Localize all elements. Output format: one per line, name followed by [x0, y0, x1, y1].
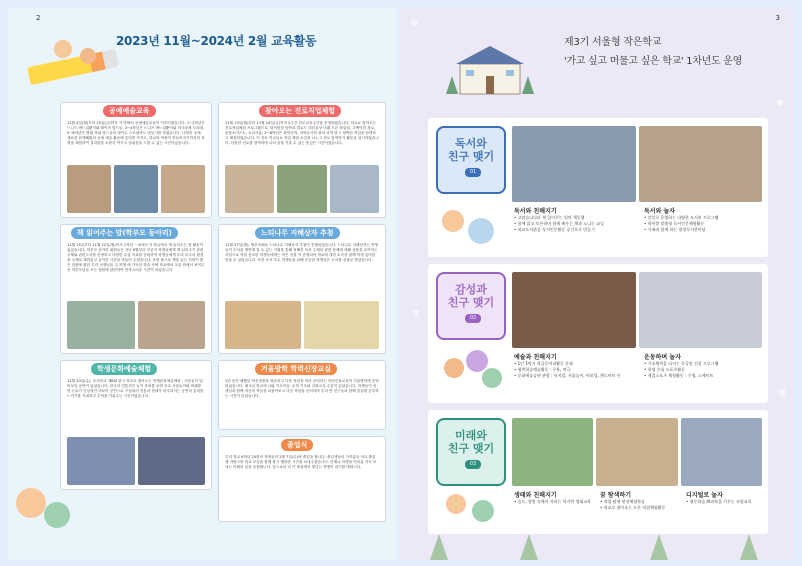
section-card: [60, 360, 212, 490]
item-bullets: • 기초체력을 다지는 동곡말 건강 프로그램 • 학생 중심 스포츠활동 • 계절스포츠 체험활동 : 수영, 스케이트: [644, 361, 762, 379]
children-illustration: [436, 196, 506, 250]
item-title: 예술과 친해지기: [514, 354, 557, 361]
page-title-line1: 제3기 서울형 작은학교: [564, 37, 662, 48]
photo: [277, 165, 326, 213]
section-card: [60, 102, 212, 218]
photo-row: [225, 165, 379, 213]
photo: [596, 418, 677, 486]
photo: [161, 165, 205, 213]
section-card: [60, 224, 212, 354]
snowflake-icon: ❄: [778, 388, 787, 399]
photo-row: [512, 126, 762, 202]
snowflake-icon: ❄: [412, 308, 421, 319]
badge-title: 미래와 친구 맺기: [447, 429, 495, 455]
tree-illustration: [520, 534, 538, 560]
section-heading: 느티나무 지혜상자 추첨: [255, 227, 340, 239]
photo-row: [225, 301, 379, 349]
panel-badge: [436, 126, 506, 194]
snowflake-icon: ❄: [776, 98, 785, 109]
item-bullets: • 알알로 운영하는 다양한 도서관 프로그램 • 학년별 맞춤형 독서인문체험활동 • 가족과 함께 하는 열정독서한마당: [644, 215, 762, 233]
photo: [225, 301, 301, 349]
photo: [67, 301, 135, 349]
photo: [225, 165, 274, 213]
photo-row: [512, 418, 762, 486]
tree-illustration: [430, 534, 448, 560]
section-heading: 졸업식: [281, 439, 313, 451]
child-illustration: [80, 48, 96, 64]
item-bullets: • 협동학습 AI과학을 키우는 코딩교육: [686, 499, 764, 505]
panel-badge: [436, 272, 506, 340]
child-illustration: [54, 40, 72, 58]
item-title: 꿈 탐색하기: [600, 492, 632, 499]
section-card: [218, 102, 386, 218]
photo: [138, 437, 206, 485]
badge-number: 03: [465, 460, 481, 469]
school-illustration: [442, 36, 538, 98]
section-text: 12월 4일(월)부터 15일(금)까지 각 반에서 공예예술교육이 이루어졌습니다. 1~2학년은 드니드 바느질뿐이와 레이즈 맛드들, 3~4학년은 드니즈 바느질뿐이와 미크라메 도리매, 5~6학년은 별림 하와 맛드들과 빛이수 스트링아트 만들기를 하였습니다. 다양한 공예 재료를 탐색해봤과 공예 예술 활동에 흥미를 가지고, 하나의 작품이 만들어지기까지의 과정을 체험하여 결과물을 소중히 여기고 성취감을 느낄 수 있는 시간이었습니다.: [67, 121, 205, 146]
photo: [304, 301, 380, 349]
left-page: [8, 8, 396, 560]
item-title: 생태와 친해지기: [514, 492, 557, 499]
photo: [114, 165, 158, 213]
section-text: 11월 15일부터 11월 22일(월)까지 1학년 ~ 6학년 각 학급에서 책 읽어주는 맘 활동이 있었습니다. 학부모 동아리 회원들은 지난 6월부터 꾸준히 학생들에게 책 읽어주기 관련 주제와 관련도서를 선정하고 다양한 수업 자료를 준비하여 학생들에게 우리 모두의 환경을 주제로 재미있고 유익한 시간을 만들어 주셨습니다. 또한 줌으로 책을 읽는 사람이 많은 한편에 원한 우리 선생님들 주 학생 에 가득찬 학습 속에 학교에서 교실 안에서 보여주신 학부모님들 모든 평원에 관련하여 만족스러운 시간이 되었습니다.: [67, 243, 205, 273]
section-heading: 찾아오는 진로직업체험: [259, 105, 341, 117]
item-bullets: • 1인 1악기 학급동아리활동 운영 • 협력학습예술활동 : 무용, 연극 • 문화예술공연 관람 : 뮤지컬, 서울놀이, 비보잉, 캔드아트 등: [514, 361, 642, 379]
item-bullets: • 숲드, 정원 속에서 자라는 학기반 생태교육: [514, 499, 594, 505]
photo-row: [67, 437, 205, 485]
section-card: [218, 224, 386, 354]
section-card: [218, 360, 386, 430]
section-heading: 공예예술교육: [103, 105, 156, 117]
item-bullets: • 고맙습니다라 책 읽어주는 엄마 책동행 • 함께 읽고 토론하며 함께 배우는 책과 노니는 교실 • 학교도서관을 독서인문활동 공간으로 만들기: [514, 215, 636, 233]
children-illustration: [436, 488, 506, 528]
child-illustration: [16, 488, 46, 518]
page-number: 2: [36, 14, 41, 22]
section-heading: 학생문화예술체험: [91, 363, 157, 375]
photo: [681, 418, 762, 486]
item-title: 운동하며 놀자: [644, 354, 681, 361]
program-panel: [428, 264, 768, 403]
pencil-illustration: [27, 49, 119, 85]
page-title-line2: '가고 싶고 머물고 싶은 학교' 1차년도 운영: [564, 56, 742, 67]
section-text: 우리 학교 6학년 20명의 학생들이 2월 7일(수)에 졸업을 합니다. 졸업생들의 가족분들 이나 졸업생 자랑스런 학교 모습을 함께 찾고 행복한 시간을 보내주셨습니다. 언제나 학생을 여러분 가득 보내는 미래의 꿈을 응원합니다. 앞으로의 더 큰 세상에서 빛나는 학생이 되기를 바랍니다.: [225, 455, 377, 470]
photo: [512, 418, 593, 486]
item-title: 독서와 친해지기: [514, 208, 557, 215]
photo: [67, 437, 135, 485]
page-title: 2023년 11월~2024년 2월 교육활동: [116, 34, 317, 48]
section-heading: 겨울방학 학력신장교실: [255, 363, 337, 375]
section-heading: 책 읽어주는 맘(학부모 동아리): [71, 227, 178, 239]
photo: [639, 126, 763, 202]
tree-illustration: [650, 534, 668, 560]
photo-row: [512, 272, 762, 348]
photo-row: [67, 165, 205, 213]
badge-number: 02: [465, 314, 481, 323]
badge-number: 01: [465, 168, 481, 177]
photo: [67, 165, 111, 213]
section-text: 12월 20일(수), 우리학교 제8회 한국 학교로 찾아오는 학생문화예술체험 - 서울놀이 및 비보잉 공연이 있었습니다. 한국의 전통적인 놀이 문화를 보며 우수 서울놀이와 미래를 만 군무가 인상적인 비보이 공연으로 구성되어 전통과 현대가 어우러지는 공연의 흥미를 느끼기를 기대하고 추억을 키워주는 시간이었습니다.: [67, 379, 204, 399]
panel-badge: [436, 418, 506, 486]
item-title: 독서와 놀자: [644, 208, 676, 215]
photo: [330, 165, 379, 213]
right-page: [400, 8, 794, 560]
photo: [512, 272, 636, 348]
section-text: 1년 동안 배웠던 학습내용을 복습하고 다음 학년을 미리 준비하는 학력신장교실이 겨울방학에 운영되었습니다. 매 5일 학교에 나와 기초학습, 수학 기초와 심화교실 수업이 있었습니다. 학생들이 선생님과 함께 자신의 학습을 되돌아보고 다음 학년을 준비하며 우리 반 친구들과 함께 즐겁게 공부하는 시간이 되었습니다.: [225, 379, 379, 399]
child-illustration: [44, 502, 70, 528]
section-card: [218, 436, 386, 522]
program-panel: [428, 118, 768, 257]
photo: [512, 126, 636, 202]
item-bullets: • 직업 탐색 현장체험학습 • 학교로 찾아오는 드론 직업체험활동: [600, 499, 680, 511]
children-illustration: [436, 342, 506, 396]
page-number: 3: [775, 14, 780, 22]
program-panel: [428, 410, 768, 534]
badge-title: 독서와 친구 맺기: [447, 137, 495, 163]
tree-illustration: [740, 534, 758, 560]
item-title: 디지털로 놀자: [686, 492, 723, 499]
photo: [138, 301, 206, 349]
badge-title: 감성과 친구 맺기: [447, 283, 495, 309]
section-text: 11월 27일(월), 방송조회로 느티나무 지혜상자 추첨이 진행되었습니다. 느티나무 지혜상자는 학생들이 도서관 방연계 알 수 있는 기회를 통해 정해진 독서 주제의 관련 문제에 대해 상품을 수여하는 사업으로 직접 응모한 학생들에게는 작은 선물 이 증정되어 학교에 대한 소속감 함께 학생 흥미를 얻을 수 있었습니다. 또한 독서 우수 학생들을 위해 우승한 학생들은 도서를 선물로 받았습니다.: [225, 243, 378, 263]
section-text: 11월 13일(월)부터 11월 24일(금)까지 2주간 진로교육주간을 운영하였습니다. 학교로 찾아오는 진로직업체험 프로그램으로 '화석탐험 동아리-클로드 리더십상 미래 드론 파일럿, 고백이한 경로, 동물소이스트, 요리사홈, 3~6학년은 화학공학, 과학수사학 창의 과학 탐구 정박선 직업을 탐색하고 체험하였습니다. 이 진로 학교들로 직업 체험 소감을 나누고 진로 탐색하기 활동을 실시하였습니다. 다양한 진로를 탐색하며 나의 꿈을 키울 수 있는 뜻깊은 시간이었습니다.: [225, 121, 379, 146]
photo-row: [67, 301, 205, 349]
photo: [639, 272, 763, 348]
snowflake-icon: ❄: [410, 18, 419, 29]
